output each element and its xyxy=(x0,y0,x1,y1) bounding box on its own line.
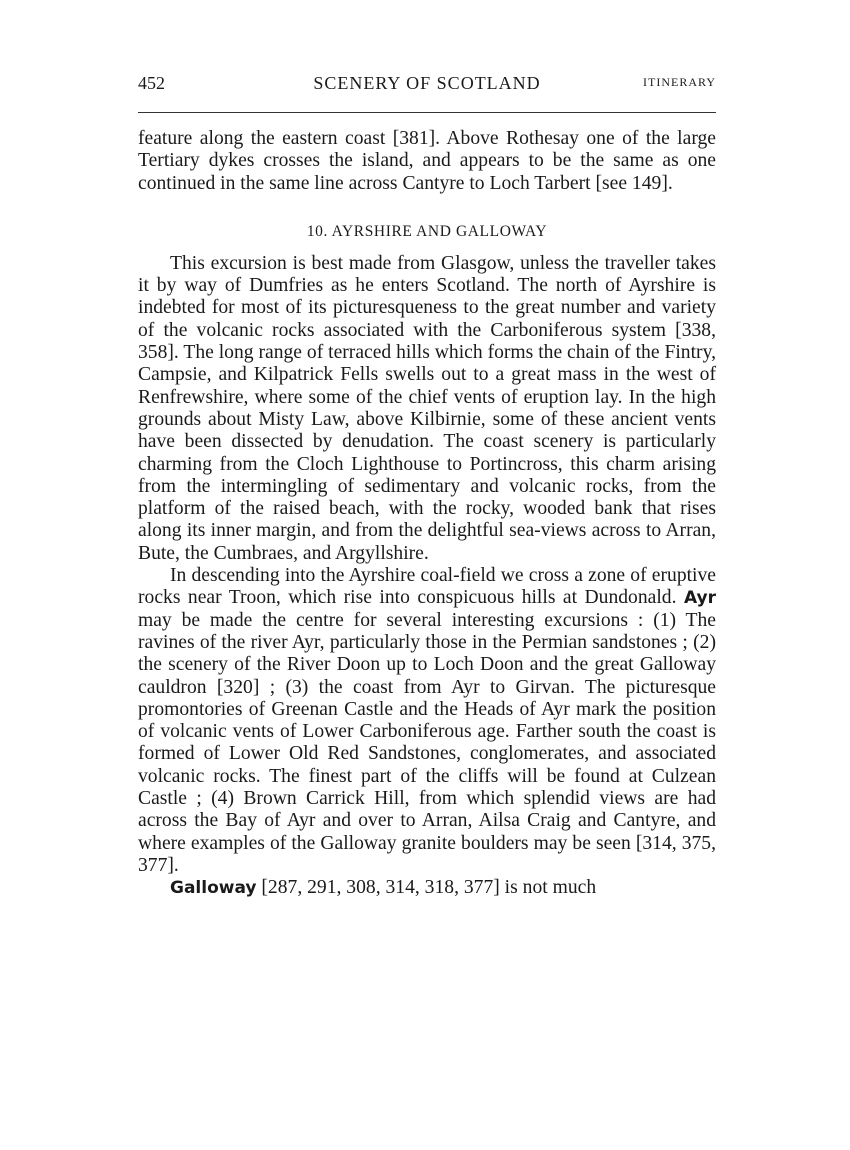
paragraph-ayr-excursions xyxy=(138,565,716,877)
running-title: SCENERY OF SCOTLAND xyxy=(313,73,541,93)
paragraph-2-rest: may be made the centre for several interesting excursions : (1) The ravines of the river Ayr, particularly those in the Permian sandstones ; (2) the scenery of the River Doon up to Loch Doon and the great Galloway cauldron [320] ; (3) the coast from Ayr to Girvan. The picturesque promontories of Greenan Castle and the Heads of Ayr mark the position of volcanic vents of Lower Carboniferous age. Farther south the coast is formed of Lower Old Red Sandstones, conglomerates, and associated volcanic rocks. The finest part of the cliffs will be found at Culzean Castle ; (4) Brown Carrick Hill, from which splendid views are had across the Bay of Ayr and over to Arran, Ailsa Craig and Cantyre, and where examples of the Galloway granite boulders may be seen [314, 375, 377]. xyxy=(138,609,716,876)
page-number: 452 xyxy=(138,73,165,93)
running-head xyxy=(138,73,716,99)
paragraph-3-rest: [287, 291, 308, 314, 318, 377] is not much xyxy=(261,877,597,899)
paragraph-galloway xyxy=(138,877,716,899)
section-label: ITINERARY xyxy=(643,75,716,89)
paragraph-2-start: In descending into the Ayrshire coal-field we cross a zone of eruptive rocks near Troon, which rise into conspicuous hills at Dundonald. xyxy=(138,565,716,609)
section-heading: 10. AYRSHIRE AND GALLOWAY xyxy=(306,222,548,240)
section-spacer xyxy=(138,195,716,219)
place-name-ayr: Ayr xyxy=(683,588,716,609)
paragraph-ayrshire-north: This excursion is best made from Glasgow, unless the traveller takes it by way of Dumfries as he enters Scotland. The north of Ayrshire is indebted for most of its picturesqueness to the great number and variety of the volcanic rocks associated with the Carboniferous system [338, 358]. The long range of terraced hills which forms the chain of the Fintry, Campsie, and Kilpatrick Fells swells out to a great mass in the west of Renfrewshire, where some of the chief vents of eruption lay. In the high grounds about Misty Law, above Kilbirnie, some of these ancient vents have been dissected by denudation. The coast scenery is particularly charming from the Cloch Lighthouse to Portincross, this charm arising from the intermingling of sedimentary and volcanic rocks, from the platform of the raised beach, with the rocky, wooded bank that rises along its inner margin, and from the delightful sea-views across to Arran, Bute, the Cumbraes, and Argyllshire. xyxy=(138,252,716,564)
continuation-paragraph: feature along the eastern coast [381]. Above Rothesay one of the large Tertiary dykes crosses the island, and appears to be the same as one continued in the same line across Cantyre to Loch Tarbert [see 149]. xyxy=(138,128,716,194)
body-text xyxy=(138,128,716,900)
header-rule xyxy=(138,112,716,113)
place-name-galloway: Galloway xyxy=(170,878,257,899)
